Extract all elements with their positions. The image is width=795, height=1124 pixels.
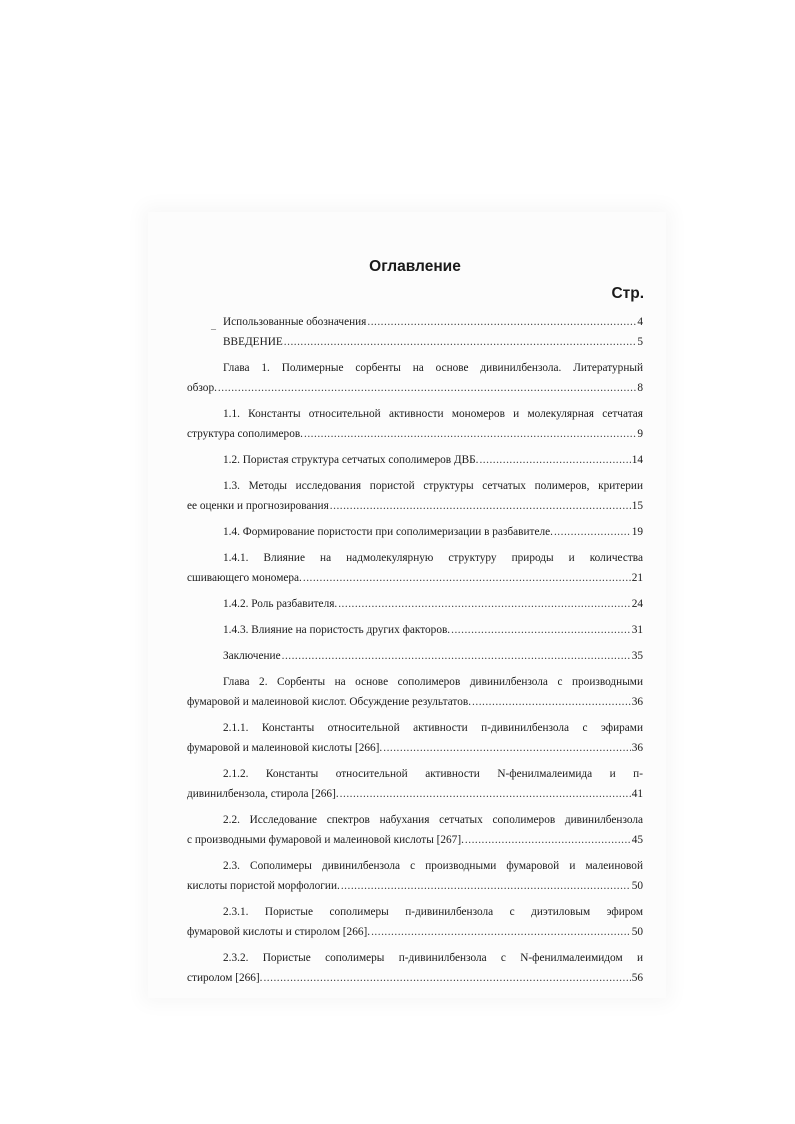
toc-entry: [187, 620, 643, 640]
toc-entry-text: 2.3. Сополимеры дивинилбензола с производными фумаровой и малеиновой: [223, 860, 643, 872]
toc-page-number: 50: [631, 926, 643, 938]
dot-leader: [472, 692, 631, 712]
dot-leader: [451, 620, 631, 640]
toc-page-number: 5: [637, 336, 643, 348]
dot-leader: [284, 332, 637, 352]
toc-entry-text-cont: обзор.: [187, 382, 217, 394]
dot-leader: [554, 522, 631, 542]
page-column-header: Стр.: [611, 285, 644, 302]
dot-leader: [340, 784, 631, 804]
toc-entry: [187, 948, 643, 988]
toc-entry: [187, 672, 643, 712]
toc-entry-text: Использованные обозначения: [223, 316, 367, 328]
toc-entry-text-cont: сшивающего мономера.: [187, 572, 302, 584]
toc-entry-text: 2.1.1. Константы относительной активности п-дивинилбензола с эфирами: [223, 722, 643, 734]
toc-entry: [187, 312, 643, 332]
toc-entry-text-cont: дивинилбензола, стирола [266].: [187, 788, 339, 800]
toc-page-number: 31: [631, 624, 643, 636]
toc-entry: [187, 358, 643, 398]
toc-page-number: 8: [637, 382, 643, 394]
table-of-contents: [187, 312, 643, 988]
toc-entry: [187, 902, 643, 942]
toc-entry: [187, 856, 643, 896]
toc-entry-text: ВВЕДЕНИЕ: [223, 336, 283, 348]
toc-entry-text: Заключение: [223, 650, 281, 662]
toc-page-number: 9: [637, 428, 643, 440]
toc-entry-text-cont: ее оценки и прогнозирования: [187, 500, 329, 512]
toc-entry-text: 2.1.2. Константы относительной активности N-фенилмалеимида и п-: [223, 768, 643, 780]
dot-leader: [367, 312, 636, 332]
toc-page-number: 21: [631, 572, 643, 584]
toc-entry-text: Глава 2. Сорбенты на основе сополимеров дивинилбензола с производными: [223, 676, 643, 688]
toc-page-number: 36: [631, 696, 643, 708]
toc-entry-text-cont: кислоты пористой морфологии.: [187, 880, 340, 892]
toc-page-number: 36: [631, 742, 643, 754]
toc-page-number: 4: [637, 316, 643, 328]
toc-entry: [187, 810, 643, 850]
toc-entry-text-cont: стиролом [266].: [187, 972, 263, 984]
dot-leader: [338, 594, 630, 614]
toc-entry-text: 1.4. Формирование пористости при сополимеризации в разбавителе.: [223, 526, 553, 538]
toc-entry-text: 1.4.1. Влияние на надмолекулярную структуру природы и количества: [223, 552, 643, 564]
toc-page-number: 45: [631, 834, 643, 846]
scan-mark: _: [211, 320, 216, 331]
dot-leader: [371, 922, 631, 942]
toc-entry: [187, 522, 643, 542]
toc-entry-text: 2.3.1. Пористые сополимеры п-дивинилбензола с диэтиловым эфиром: [223, 906, 643, 918]
toc-entry-text: 1.4.3. Влияние на пористость других факторов.: [223, 624, 451, 636]
dot-leader: [465, 830, 631, 850]
dot-leader: [383, 738, 630, 758]
toc-entry: [187, 646, 643, 666]
toc-entry: [187, 476, 643, 516]
dot-leader: [479, 450, 630, 470]
toc-entry-text: 1.2. Пористая структура сетчатых сополимеров ДВБ.: [223, 454, 479, 466]
page-title: Оглавление: [369, 258, 461, 275]
toc-page-number: 24: [631, 598, 643, 610]
dot-leader: [218, 378, 636, 398]
dot-leader: [341, 876, 631, 896]
toc-page-number: 50: [631, 880, 643, 892]
toc-entry-text: 1.3. Методы исследования пористой структуры сетчатых полимеров, критерии: [223, 480, 643, 492]
toc-page-number: 35: [631, 650, 643, 662]
dot-leader: [282, 646, 631, 666]
toc-entry: [187, 548, 643, 588]
toc-entry-text-cont: фумаровой кислоты и стиролом [266].: [187, 926, 371, 938]
dot-leader: [330, 496, 631, 516]
toc-entry-text: 1.1. Константы относительной активности мономеров и молекулярная сетчатая: [223, 408, 643, 420]
dot-leader: [303, 568, 631, 588]
toc-entry: [187, 404, 643, 444]
toc-entry-text-cont: фумаровой и малеиновой кислот. Обсуждение результатов.: [187, 696, 472, 708]
toc-entry-text-cont: с производными фумаровой и малеиновой кислоты [267].: [187, 834, 464, 846]
toc-entry: [187, 450, 643, 470]
toc-page-number: 56: [631, 972, 643, 984]
toc-entry: [187, 332, 643, 352]
toc-page-number: 15: [631, 500, 643, 512]
toc-entry: [187, 718, 643, 758]
toc-entry-text: 1.4.2. Роль разбавителя.: [223, 598, 338, 610]
toc-entry: [187, 594, 643, 614]
toc-entry-text-cont: структура сополимеров.: [187, 428, 304, 440]
toc-page-number: 41: [631, 788, 643, 800]
toc-entry: [187, 764, 643, 804]
toc-entry-text: 2.3.2. Пористые сополимеры п-дивинилбензола с N-фенилмалеимидом и: [223, 952, 643, 964]
toc-page-number: 19: [631, 526, 643, 538]
dot-leader: [263, 968, 630, 988]
toc-page-number: 14: [631, 454, 643, 466]
dot-leader: [304, 424, 636, 444]
toc-entry-text-cont: фумаровой и малеиновой кислоты [266].: [187, 742, 383, 754]
toc-entry-text: Глава 1. Полимерные сорбенты на основе дивинилбензола. Литературный: [223, 362, 643, 374]
toc-entry-text: 2.2. Исследование спектров набухания сетчатых сополимеров дивинилбензола: [223, 814, 643, 826]
